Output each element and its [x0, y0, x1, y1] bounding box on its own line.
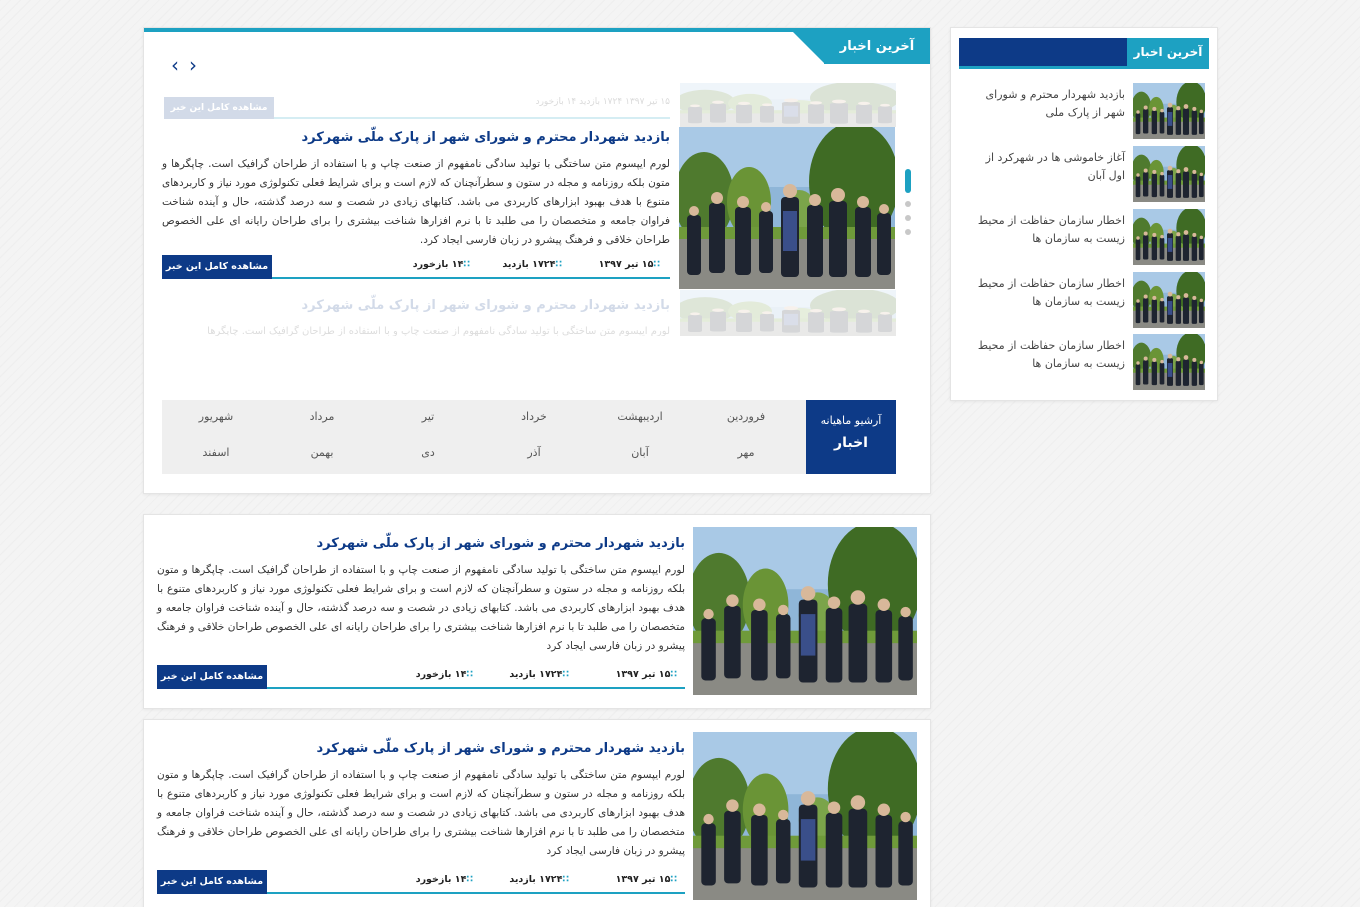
news-comments: ۱۴ بازخورد — [535, 97, 577, 107]
sidebar-news-title[interactable]: بازدید شهردار محترم و شورای شهر از پارک ملی — [985, 88, 1125, 119]
archive-label-line2: اخبار — [834, 435, 868, 451]
sidebar-news-item[interactable] — [965, 83, 1205, 139]
news-image — [680, 290, 896, 336]
archive-month[interactable]: بهمن — [310, 446, 334, 459]
sidebar-news-title[interactable]: اخطار سازمان حفاظت از محیط زیست به سازمان ها — [977, 277, 1125, 308]
archive-month[interactable]: مهر — [737, 446, 755, 459]
news-card — [143, 719, 931, 907]
sidebar-header — [959, 38, 1209, 66]
sidebar-news-item[interactable] — [965, 272, 1205, 328]
sidebar-header-underline — [959, 66, 1209, 69]
featured-news-body — [162, 127, 670, 250]
news-title[interactable]: بازدید شهردار محترم و شورای شهر از پارک ملّی شهرکرد — [301, 130, 670, 145]
news-excerpt: لورم ایپسوم متن ساختگی با تولید سادگی نامفهوم از صنعت چاپ و با استفاده از طراحان گرافیک است. چاپگرها و متون بلکه روزنامه و مجله در ستون و سطرآنچنان که لازم است و برای شرایط فعلی تکنولوژی مورد نیاز و کاربردهای متنوع با هدف بهبود ابزارهای کاربردی می باشد. کتابهای زیادی در شصت و سه درصد گذشته، حال و آینده شناخت فراوان جامعه و متخصصان را می طلبد تا با نرم افزارها شناخت بیشتری را برای طراحان رایانه ای علی الخصوص طراحان خلاقی و فرهنگ پیشرو در زبان فارسی ایجاد کرد — [157, 769, 685, 857]
archive-month[interactable]: خرداد — [521, 410, 547, 423]
sidebar-news-item[interactable] — [965, 209, 1205, 265]
news-thumbnail[interactable] — [1133, 146, 1205, 202]
news-date: ∷ ۱۵ تیر ۱۳۹۷ — [616, 874, 677, 885]
news-views: ∷ ۱۷۲۴ بازدید — [509, 874, 569, 885]
news-views: ∷ ۱۷۲۴ بازدید — [502, 259, 562, 270]
news-excerpt: لورم ایپسوم متن ساختگی با تولید سادگی نامفهوم از صنعت چاپ و با استفاده از طراحان گرافیک است. چاپگرها و متون بلکه روزنامه و مجله در ستون و سطرآنچنان که لازم است و برای شرایط فعلی تکنولوژی مورد نیاز و کاربردهای متنوع با هدف بهبود ابزارهای کاربردی می باشد. کتابهای زیادی در شصت و سه درصد گذشته، حال و آینده شناخت فراوان جامعه و متخصصان را می طلبد تا با نرم افزارها شناخت بیشتری را برای طراحان رایانه ای علی الخصوص طراحان خلاقی و فرهنگ پیشرو در زبان فارسی ایجاد کرد — [157, 564, 685, 652]
news-excerpt: لورم ایپسوم متن ساختگی با تولید سادگی نامفهوم از صنعت چاپ و با استفاده از طراحان گرافیک است. چاپگرها — [207, 326, 670, 336]
slider-pagination — [904, 169, 912, 243]
news-comments: ∷ ۱۴ بازخورد — [416, 874, 473, 885]
sidebar-news-title[interactable]: اخطار سازمان حفاظت از محیط زیست به سازمان ها — [977, 214, 1125, 245]
slider-arrows — [166, 55, 206, 75]
news-thumbnail[interactable] — [1133, 334, 1205, 390]
archive-month[interactable]: دی — [421, 446, 435, 459]
news-thumbnail[interactable] — [1133, 83, 1205, 139]
featured-news-image[interactable] — [679, 127, 895, 289]
news-views: ∷ ۱۷۲۴ بازدید — [509, 669, 569, 680]
monthly-archive — [162, 400, 896, 474]
news-image — [680, 83, 896, 127]
news-views: ۱۷۲۴ بازدید — [579, 97, 623, 107]
news-image[interactable] — [693, 732, 917, 900]
slider-dot-active[interactable] — [905, 169, 911, 193]
archive-label-line1: آرشیو ماهیانه — [820, 414, 882, 427]
archive-month[interactable]: شهریور — [198, 410, 234, 423]
news-meta-row — [157, 665, 685, 689]
latest-news-sidebar — [950, 27, 1218, 401]
slider-next-item — [162, 290, 896, 336]
archive-month[interactable]: مرداد — [309, 410, 335, 423]
sidebar-news-title[interactable]: آغاز خاموشی ها در شهرکرد از اول آبان — [985, 151, 1125, 182]
news-card — [143, 514, 931, 709]
archive-month[interactable]: اسفند — [202, 446, 230, 459]
news-meta-row — [162, 255, 670, 279]
sidebar-title: آخرین اخبار — [1127, 38, 1209, 66]
archive-label — [806, 400, 896, 474]
sidebar-news-title[interactable]: اخطار سازمان حفاظت از محیط زیست به سازمان ها — [977, 339, 1125, 370]
archive-month[interactable]: آذر — [527, 446, 541, 459]
news-comments: ∷ ۱۴ بازخورد — [413, 259, 470, 270]
news-date: ∷ ۱۵ تیر ۱۳۹۷ — [616, 669, 677, 680]
title-tab-wedge — [789, 28, 825, 64]
slider-previous-item — [162, 83, 896, 127]
read-more-button[interactable]: مشاهده کامل این خبر — [157, 665, 267, 689]
news-thumbnail[interactable] — [1133, 272, 1205, 328]
news-thumbnail[interactable] — [1133, 209, 1205, 265]
news-date: ۱۵ تیر ۱۳۹۷ — [625, 97, 670, 107]
slider-dot[interactable] — [905, 229, 911, 235]
read-more-button[interactable]: مشاهده کامل این خبر — [157, 870, 267, 894]
sidebar-news-item[interactable] — [965, 334, 1205, 390]
news-date: ∷ ۱۵ تیر ۱۳۹۷ — [599, 259, 660, 270]
news-comments: ∷ ۱۴ بازخورد — [416, 669, 473, 680]
sidebar-news-item[interactable] — [965, 146, 1205, 202]
chevron-right-icon[interactable]: › — [189, 53, 197, 77]
news-image[interactable] — [693, 527, 917, 695]
news-card-body — [157, 738, 685, 861]
latest-news-slider — [143, 27, 931, 494]
news-meta-row — [164, 97, 670, 119]
read-more-button[interactable]: مشاهده کامل این خبر — [162, 255, 272, 279]
slider-dot[interactable] — [905, 201, 911, 207]
news-title[interactable]: بازدید شهردار محترم و شورای شهر از پارک ملّی شهرکرد — [316, 536, 685, 551]
news-excerpt: لورم ایپسوم متن ساختگی با تولید سادگی نامفهوم از صنعت چاپ و با استفاده از طراحان گرافیک است. چاپگرها و متون بلکه روزنامه و مجله در ستون و سطرآنچنان که لازم است و برای شرایط فعلی تکنولوژی مورد نیاز و کاربردهای متنوع با هدف بهبود ابزارهای کاربردی می باشد. کتابهای زیادی در شصت و سه درصد گذشته، حال و آینده شناخت فراوان جامعه و متخصصان را می طلبد تا با نرم افزارها شناخت بیشتری را برای طراحان رایانه ای علی الخصوص طراحان خلاقی و فرهنگ پیشرو در زبان فارسی ایجاد کرد. — [162, 158, 670, 246]
slider-dot[interactable] — [905, 215, 911, 221]
archive-month[interactable]: تیر — [421, 410, 435, 423]
news-title: بازدید شهردار محترم و شورای شهر از پارک ملّی شهرکرد — [301, 298, 670, 313]
archive-month[interactable]: آبان — [631, 446, 649, 459]
archive-month[interactable]: فروردین — [726, 410, 766, 423]
read-more-button: مشاهده کامل این خبر — [164, 97, 274, 119]
news-meta-row — [157, 870, 685, 894]
news-title[interactable]: بازدید شهردار محترم و شورای شهر از پارک ملّی شهرکرد — [316, 741, 685, 756]
news-card-body — [157, 533, 685, 656]
panel-title: آخرین اخبار — [824, 28, 930, 64]
chevron-left-icon[interactable]: ‹ — [171, 53, 179, 77]
archive-month[interactable]: اردیبهشت — [617, 410, 663, 423]
